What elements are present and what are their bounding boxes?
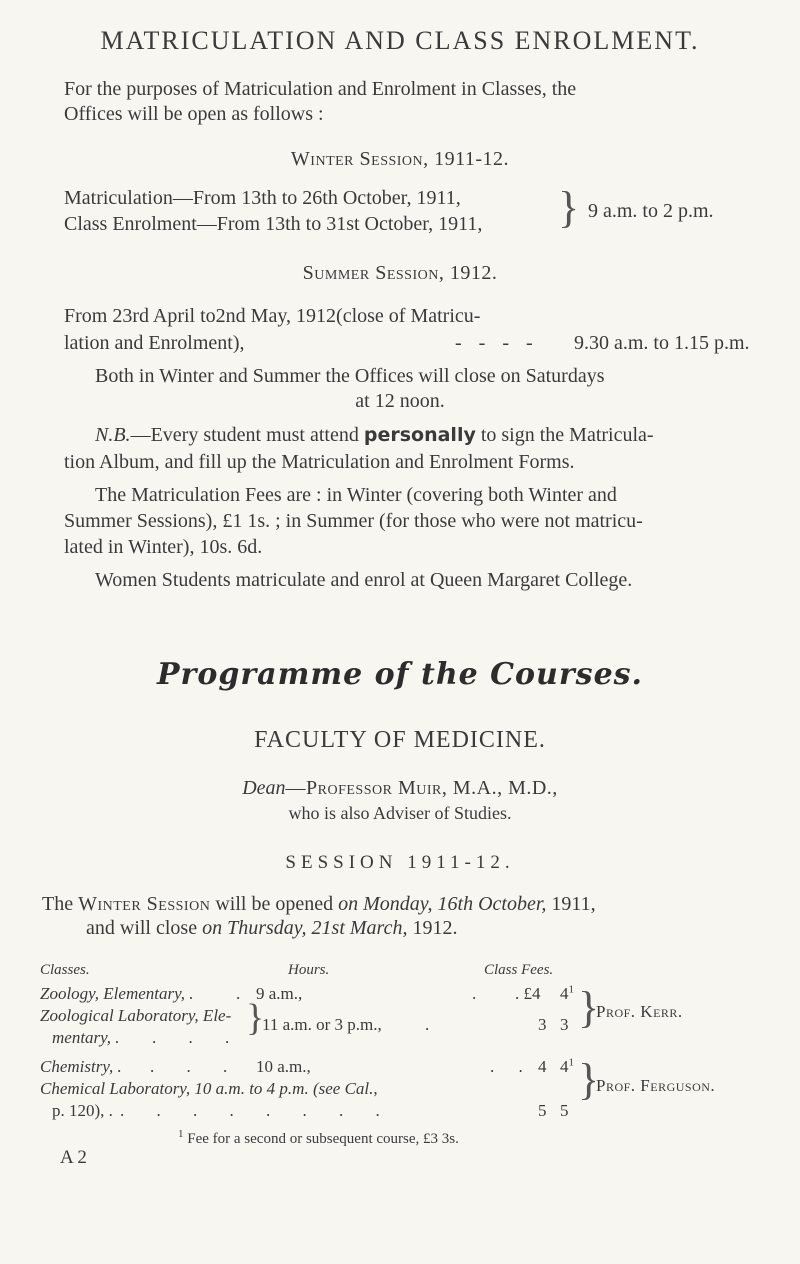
winter-heading: Winter Session, 1911-12. [290,148,510,170]
session-the: The [42,893,74,915]
summer-line-1: From 23rd April to2nd May, 1912(close of Matricu- [64,305,481,327]
summer-dashes: - - - - [455,332,539,354]
session-open-year: 1911, [551,893,596,915]
session-close: and will close [86,917,198,939]
nb-line-2: tion Album, and fill up the Matriculation and Enrolment Forms. [64,451,575,473]
row-zoolab-name: Zoological Laboratory, Ele- [40,1006,232,1025]
dean-name: —Professor Muir, M.A., M.D., [285,777,558,799]
row-chemistry-name: Chemistry, . [40,1057,122,1076]
saturday-line-1: Both in Winter and Summer the Offices will close on Saturdays [95,365,605,387]
row-chemistry-fee2-val: 4 [560,1057,569,1076]
row-chemistry-hours: 10 a.m., [256,1057,311,1076]
winter-enrolment: Class Enrolment—From 13th to 31st October, 1911, [64,213,483,235]
brace-ferguson: } [578,1055,600,1104]
page-signature: A 2 [60,1147,87,1168]
row-mentary-dots: . . . [152,1028,244,1047]
saturday-line-2: at 12 noon. [355,390,445,412]
session-heading: SESSION 1911-12. [285,852,515,873]
row-zoolab-fee2: 3 [560,1015,569,1034]
header-classes: Classes. [40,962,90,978]
women-line: Women Students matriculate and enrol at Queen Margaret College. [95,569,633,591]
row-zoolab-fee: 3 [538,1015,547,1034]
row-zoology [40,983,193,1005]
page-title: MATRICULATION AND CLASS ENROLMENT. [100,26,700,55]
row-chemistry-dots: . . . [150,1057,242,1076]
brace-kerr: } [578,983,600,1032]
prof-ferguson: Prof. Ferguson. [596,1076,716,1095]
fees-line-3: lated in Winter), 10s. 6d. [64,536,263,558]
programme-heading: Programme of the Courses. [157,657,643,692]
winter-matriculation: Matriculation—From 13th to 26th October, 1911, [64,187,461,209]
row-chemistry-fee-dots: . . [490,1057,533,1076]
session-winter: Winter Session [78,893,211,915]
row-zoology-sup: 1 [568,983,574,996]
row-zoology-name: Zoology, Elementary, . [40,984,194,1003]
row-chemlab-name: Chemical Laboratory, 10 a.m. to 4 p.m. (see [40,1079,341,1098]
row-zoology-fee-dots: . [472,984,477,1003]
dean-line-1 [0,774,800,803]
row-zoolab-fee-dot: . [425,1015,430,1034]
summer-heading: Summer Session, 1912. [302,262,498,284]
nb-line-1 [95,421,654,450]
row-p120-fee2: 5 [560,1101,569,1120]
header-hours: Hours. [288,962,330,978]
row-zoolab-hours: 11 a.m. or 3 p.m., [262,1015,382,1034]
nb-label: N.B. [95,424,131,446]
row-p120-dots: . . . . . . . . [120,1101,394,1120]
row-mentary-name: mentary, . [52,1028,120,1047]
fees-line-1: The Matriculation Fees are : in Winter (covering both Winter and [95,484,617,506]
fees-line-2: Summer Sessions), £1 1s. ; in Summer (for those who were not matricu- [64,510,643,532]
row-chemistry-sup: 1 [568,1056,574,1069]
row-chemistry-fee2 [560,1056,574,1078]
nb-rest: —Every student must attend [130,424,359,446]
prof-kerr: Prof. Kerr. [596,1002,683,1021]
row-chemlab-comma: , [373,1079,378,1098]
nb-bold: personally [363,424,476,446]
session-opened: will be opened [215,893,334,915]
summer-line-2: lation and Enrolment), [64,332,245,354]
brace-winter: } [558,183,580,232]
row-zoology-dots: . [236,984,241,1003]
row-zoology-hours: 9 a.m., [256,984,303,1003]
intro-line-2: Offices will be open as follows : [64,103,324,125]
session-close-year: 1912. [412,917,458,939]
row-chemlab [40,1078,378,1100]
row-zoology-fee2 [560,983,574,1005]
row-zoology-fee: . £4 [515,984,541,1003]
row-chemlab-cal: Cal. [344,1079,374,1098]
row-chemistry-fee: 4 [538,1057,547,1076]
row-p120-name: p. 120), . [52,1101,113,1120]
row-p120-fee: 5 [538,1101,547,1120]
dean-line-2: who is also Adviser of Studies. [288,803,512,823]
faculty-heading: FACULTY OF MEDICINE. [254,727,546,753]
summer-hours: 9.30 a.m. to 1.15 p.m. [574,332,750,354]
session-close-date: on Thursday, 21st March, [202,917,408,939]
dean-label: Dean [242,777,286,799]
footnote-mark: 1 [178,1128,184,1140]
row-zoology-fee2-val: 4 [560,984,569,1003]
session-line-2 [86,914,457,943]
intro-line-1: For the purposes of Matriculation and Enrolment in Classes, the [64,78,577,100]
footnote [178,1128,459,1148]
header-fees: Class Fees. [484,962,554,978]
brace-zoolab: } [246,997,265,1039]
winter-hours: 9 a.m. to 2 p.m. [588,200,714,222]
nb-end: to sign the Matricula- [480,424,654,446]
session-open-date: on Monday, 16th October, [338,893,547,915]
footnote-text: Fee for a second or subsequent course, £3 3s. [187,1131,459,1147]
